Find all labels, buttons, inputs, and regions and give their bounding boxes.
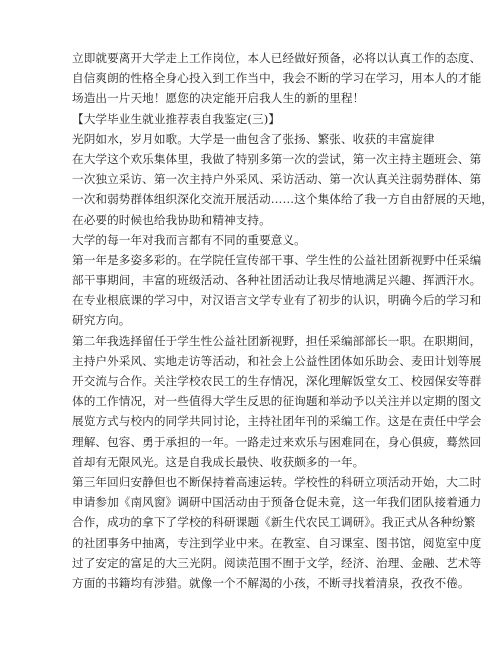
text-line: 场造出一片天地！愿您的决定能开启我人生的新的里程！ <box>72 91 365 106</box>
text-line: 大学的每一年对我而言都有不同的重要意义。 <box>72 232 306 247</box>
text-line: 的社团事务中抽离，专注到学业中来。在教室、自习课室、图书馆，阅览室中度 <box>72 535 482 550</box>
text-line: 一次和弱势群体组织深化交流开展活动……这个集体给了我一方自由舒展的天地， <box>72 192 493 207</box>
text-line: 过了安定的富足的大三光阴。阅读范围不囿于文学，经济、治理、金融、艺术等 <box>72 555 482 570</box>
text-line: 一次独立采访、第一次主持户外采风、采访活动、第一次认真关注弱势群体、第 <box>72 172 482 187</box>
text-line: 首却有无限风光。这是自我成长最快、收获颇多的一年。 <box>72 454 365 469</box>
text-line: 体的工作情况，对一些值得大学生反思的征询题和举动予以关注并以定期的图文 <box>72 394 482 409</box>
text-line: 方面的书籍均有涉猎。就像一个不解渴的小孩，不断寻找着清泉，孜孜不倦。 <box>72 575 470 590</box>
text-line: 在大学这个欢乐集体里，我做了特别多第一次的尝试，第一次主持主题班会、第 <box>72 151 482 166</box>
text-line: 申请参加《南风窗》调研中国活动由于预备仓促未竟，这一年我们团队接着通力 <box>72 495 482 510</box>
text-line: 立即就要离开大学走上工作岗位，本人已经做好预备，必将以认真工作的态度、 <box>72 51 482 65</box>
text-line: 主持户外采风、实地走访等活动，和社会上公益性团体如乐助会、麦田计划等展 <box>72 353 482 368</box>
text-line: 光阴如水，岁月如歌。大学是一曲包含了张扬、繁张、收获的丰富旋律 <box>72 131 435 146</box>
text-line: 研究方向。 <box>72 313 131 328</box>
text-line: 开交流与合作。关注学校农民工的生存情况，深化理解饭堂女工、校园保安等群 <box>72 374 482 388</box>
text-line: 理解、包容、勇于承担的一年。一路走过来欢乐与困难同在，身心俱疲，蓦然回 <box>72 434 482 449</box>
text-line: 展览方式与校内的同学共同讨论，主持社团年刊的采编工作。这是在责任中学会 <box>72 414 482 429</box>
text-line: 在专业根底课的学习中，对汉语言文学专业有了初步的认识，明确今后的学习和 <box>72 293 482 308</box>
text-line: 部干事期间，丰富的班级活动、各种社团活动让我尽情地满足兴趣、挥洒汗水。 <box>72 273 482 288</box>
text-line: 第三年回归安静但也不断保持着高速运转。学校性的科研立项活动开始，大二时 <box>72 474 482 489</box>
section-heading: 【大学毕业生就业推荐表自我鉴定(三)】 <box>72 111 281 126</box>
text-line: 第一年是多姿多彩的。在学院任宣传部干事、学生性的公益社团新视野中任采编 <box>72 252 482 267</box>
text-line: 合作，成功的拿下了学校的科研课题《新生代农民工调研》。我正式从各种纷繁 <box>72 515 476 530</box>
text-line: 在必要的时候也给我协助和精神支持。 <box>72 212 271 227</box>
document-body <box>72 48 493 593</box>
text-line: 第二年我选择留任于学生性公益社团新视野，担任采编部部长一职。在职期间， <box>72 333 482 348</box>
text-line: 自信爽朗的性格全身心投入到工作当中，我会不断的学习在学习，用本人的才能 <box>72 71 482 86</box>
